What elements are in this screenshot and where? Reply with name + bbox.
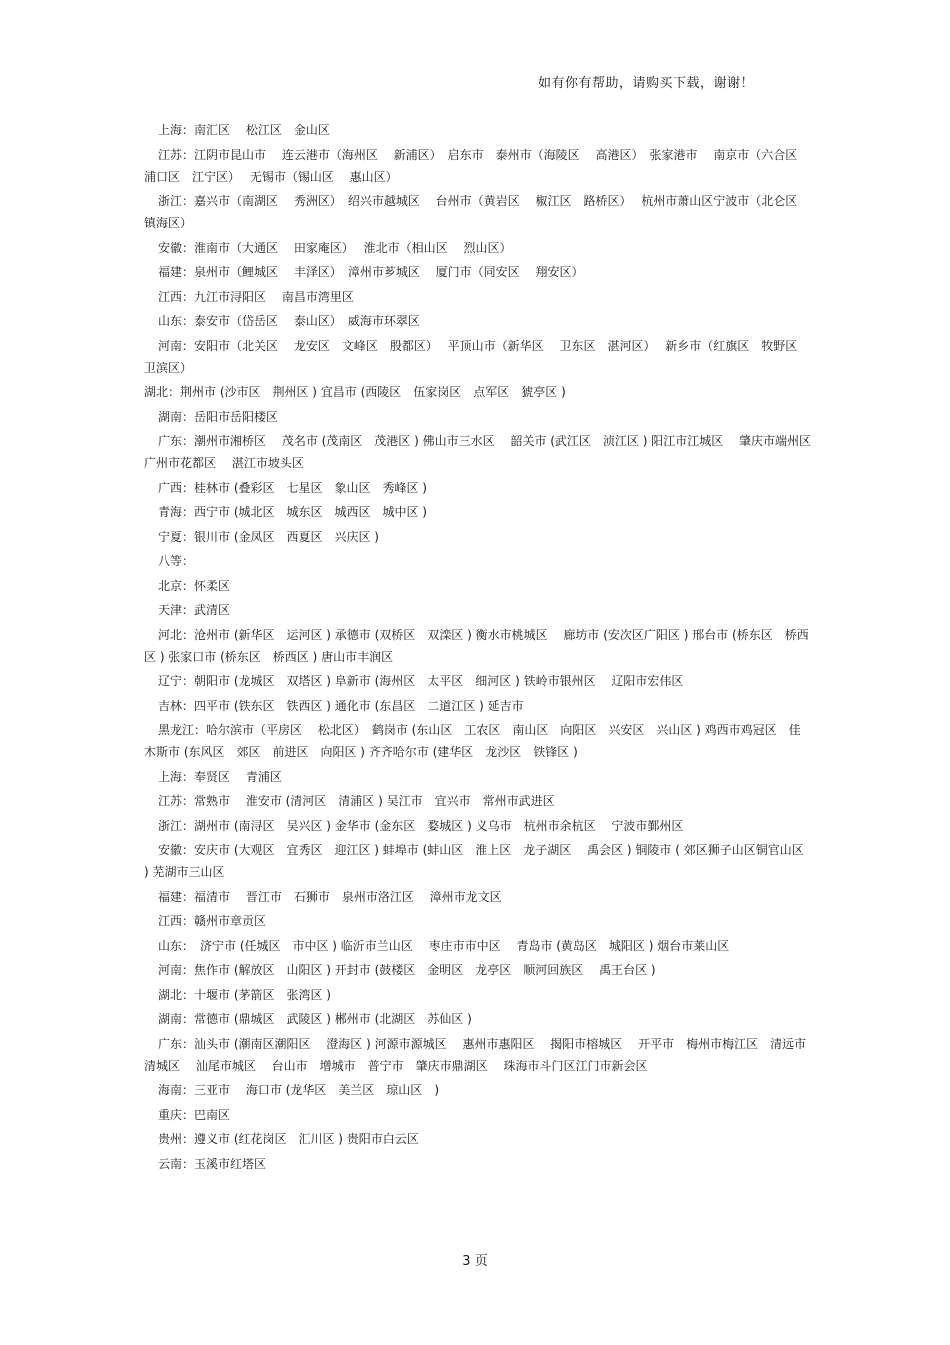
region-entry: 云南：玉溪市红塔区: [158, 1156, 267, 1171]
region-entry: 青海：西宁市 (城北区 城东区 城西区 城中区 ): [158, 505, 427, 519]
region-entry: 山东： 济宁市 (任城区 市中区 ) 临沂市兰山区 枣庄市市中区 青岛市 (黄岛区 城阳区 ) 烟台市莱山区: [158, 938, 730, 953]
region-entry: 广西：桂林市 (叠彩区 七星区 象山区 秀峰区 ): [158, 480, 427, 495]
region-entry: 河南：安阳市（北关区 龙安区 文峰区 殷都区） 平顶山市（新华区 卫东区 湛河区） 新乡市（红旗区 牧野区 卫滨区）: [144, 338, 810, 375]
region-entry: 重庆：巴南区: [158, 1107, 231, 1122]
region-entry: 江西：九江市浔阳区 南昌市湾里区: [158, 289, 354, 304]
region-entry: 黑龙江：哈尔滨市（平房区 松北区） 鹤岗市 (东山区 工农区 南山区 向阳区 兴安区 兴山区 ) 鸡西市鸡冠区 佳木斯市 (东风区 郊区 前进区 向阳区 ) 齐齐哈尔市 (建华区 龙沙区 铁锋区 ): [144, 723, 801, 759]
region-entry: 江西：赣州市章贡区: [158, 914, 267, 928]
region-entry: 贵州：遵义市 (红花岗区 汇川区 ) 贵阳市白云区: [158, 1132, 419, 1146]
region-entry: 浙江：嘉兴市（南湖区 秀洲区） 绍兴市越城区 台州市（黄岩区 椒江区 路桥区） 杭州市萧山区宁波市（北仑区 镇海区）: [144, 194, 810, 230]
region-entry: 吉林：四平市 (铁东区 铁西区 ) 通化市 (东昌区 二道江区 ) 延吉市: [158, 698, 524, 713]
region-entry: 浙江：湖州市 (南浔区 吴兴区 ) 金华市 (金东区 婺城区 ) 义乌市 杭州市余杭区 宁波市鄞州区: [158, 818, 684, 833]
region-entry: 河南：焦作市 (解放区 山阳区 ) 开封市 (鼓楼区 金明区 龙亭区 顺河回族区 禹王台区 ): [158, 963, 656, 977]
region-entry: 上海：奉贤区 青浦区: [158, 769, 282, 784]
region-entry: 安徽：淮南市（大通区 田家庵区） 淮北市（相山区 烈山区）: [158, 240, 512, 255]
header-note: 如有你有帮助，请购买下载，谢谢！: [538, 76, 755, 91]
region-entry: 河北：沧州市 (新华区 运河区 ) 承德市 (双桥区 双滦区 ) 衡水市桃城区 廊坊市 (安次区广阳区 ) 邢台市 (桥东区 桥西区 ) 张家口市 (桥东区 桥西区 ) 唐山市丰润区: [144, 627, 809, 664]
region-entry: 广东：汕头市 (潮南区潮阳区 澄海区 ) 河源市源城区 惠州市惠阳区 揭阳市榕城区 开平市 梅州市梅江区 清远市清城区 汕尾市城区 台山市 增城市 普宁市 肇庆市鼎湖区 珠海市斗门区江门市新会区: [144, 1036, 807, 1073]
region-entry: 海南：三亚市 海口市 (龙华区 美兰区 琼山区 ): [158, 1083, 439, 1097]
region-entry: 安徽：安庆市 (大观区 宜秀区 迎江区 ) 蚌埠市 (蚌山区 淮上区 龙子湖区 禹会区 ) 铜陵市 ( 郊区狮子山区铜官山区 ) 芜湖市三山区: [144, 843, 808, 879]
page-number: 3 页: [462, 1254, 488, 1269]
region-entry: 福建：泉州市（鲤城区 丰泽区） 漳州市芗城区 厦门市（同安区 翔安区）: [158, 265, 584, 279]
region-entry: 湖南：岳阳市岳阳楼区: [158, 409, 279, 424]
region-entry: 辽宁：朝阳市 (龙城区 双塔区 ) 阜新市 (海州区 太平区 细河区 ) 铁岭市银州区 辽阳市宏伟区: [158, 674, 684, 688]
document-body: [144, 119, 824, 1177]
section-heading: 八等：: [158, 554, 195, 568]
region-entry: 江苏：常熟市 淮安市 (清河区 清浦区 ) 吴江市 宜兴市 常州市武进区: [158, 794, 555, 808]
region-entry: 山东：泰安市（岱岳区 泰山区） 威海市环翠区: [158, 314, 420, 328]
region-entry: 北京：怀柔区: [158, 578, 231, 593]
region-entry: 宁夏：银川市 (金凤区 西夏区 兴庆区 ): [158, 529, 379, 544]
region-entry: 湖北：十堰市 (茅箭区 张湾区 ): [158, 987, 331, 1002]
region-entry: 广东：潮州市湘桥区 茂名市 (茂南区 茂港区 ) 佛山市三水区 韶关市 (武江区 浈江区 ) 阳江市江城区 肇庆市端州区 广州市花都区 湛江市坡头区: [144, 434, 824, 470]
region-entry: 湖南：常德市 (鼎城区 武陵区 ) 郴州市 (北湖区 苏仙区 ): [158, 1012, 472, 1026]
region-entry: 江苏：江阴市昆山市 连云港市（海州区 新浦区） 启东市 泰州市（海陵区 高港区） 张家港市 南京市（六合区 浦口区 江宁区） 无锡市（锡山区 惠山区）: [144, 147, 810, 184]
region-entry: 上海：南汇区 松江区 金山区: [158, 123, 330, 137]
region-entry: 天津：武清区: [158, 603, 231, 617]
region-entry: 福建：福清市 晋江市 石狮市 泉州市洛江区 漳州市龙文区: [158, 889, 502, 904]
region-entry: 湖北：荆州市 (沙市区 荆州区 ) 宜昌市 (西陵区 伍家岗区 点军区 猇亭区 ): [144, 385, 566, 399]
